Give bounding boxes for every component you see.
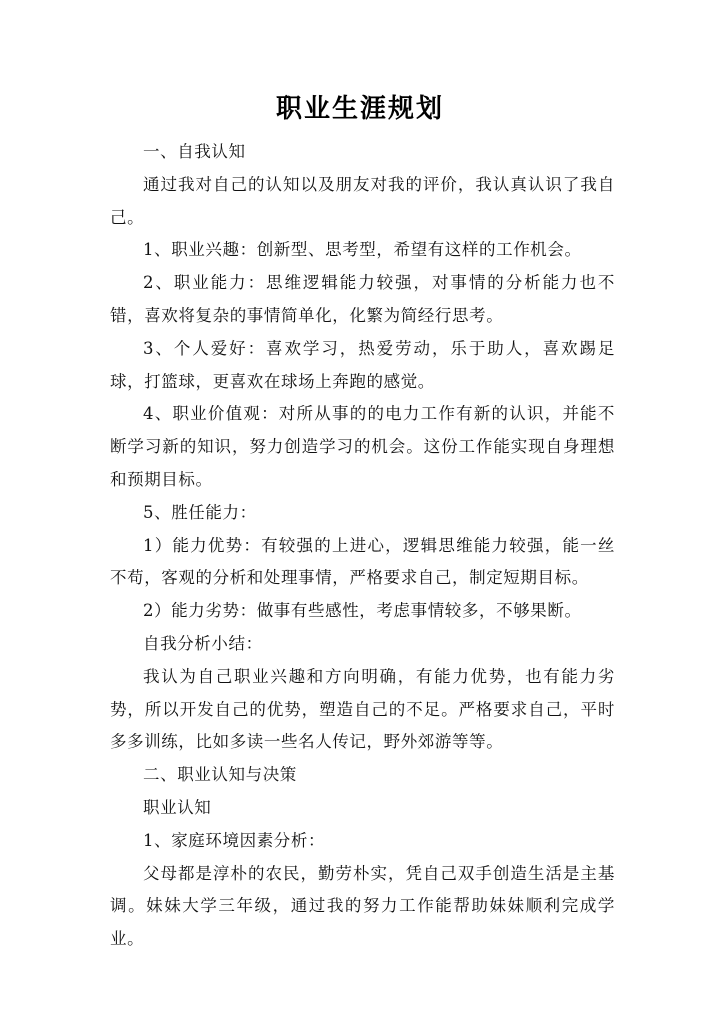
paragraph-career-ability: 2、职业能力：思维逻辑能力较强，对事情的分析能力也不错，喜欢将复杂的事情简单化，化繁为简经行思考。 [110, 273, 615, 325]
paragraph-strengths: 1）能力优势：有较强的上进心，逻辑思维能力较强，能一丝不苟，客观的分析和处理事情，严格要求自己，制定短期目标。 [110, 535, 615, 588]
paragraph-self-cognition-intro: 通过我对自己的认知以及朋友对我的评价，我认真认识了我自己。 [110, 174, 615, 227]
paragraph-career-values: 4、职业价值观：对所从事的的电力工作有新的认识，并能不断学习新的知识，努力创造学习的机会。这份工作能实现自身理想和预期目标。 [110, 404, 615, 489]
paragraph-family-analysis: 父母都是淳朴的农民，勤劳朴实，凭自己双手创造生活是主基调。妹妹大学三年级，通过我的努力工作能帮助妹妹顺利完成学业。 [110, 863, 615, 949]
paragraph-career-cognition-heading: 职业认知 [143, 797, 212, 817]
document-title: 职业生涯规划 [275, 94, 444, 124]
paragraph-career-interest: 1、职业兴趣：创新型、思考型，希望有这样的工作机会。 [143, 240, 582, 260]
paragraph-section-self-cognition: 一、自我认知 [143, 142, 246, 161]
document-body [110, 136, 615, 956]
paragraph-self-summary-heading: 自我分析小结： [143, 633, 263, 653]
paragraph-weaknesses: 2）能力劣势：做事有些感性，考虑事情较多，不够果断。 [143, 601, 582, 621]
paragraph-section-career-decision: 二、职业认知与决策 [143, 765, 297, 785]
paragraph-competency: 5、胜任能力： [143, 502, 257, 522]
paragraph-family-analysis-heading: 1、家庭环境因素分析： [143, 830, 326, 850]
paragraph-self-summary: 我认为自己职业兴趣和方向明确，有能力优势，也有能力劣势，所以开发自己的优势，塑造自己的不足。严格要求自己，平时多多训练，比如多读一些名人传记，野外郊游等等。 [110, 666, 615, 752]
paragraph-personal-hobbies: 3、个人爱好：喜欢学习，热爱劳动，乐于助人，喜欢踢足球，打篮球，更喜欢在球场上奔跑的感觉。 [110, 338, 615, 391]
